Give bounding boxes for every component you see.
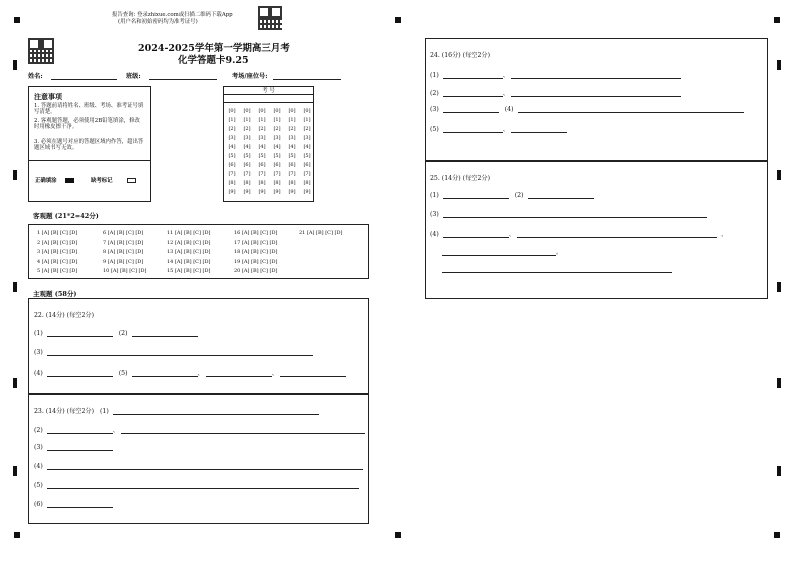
timing-mark	[13, 170, 17, 180]
objective-question-item[interactable]: 18 [A] [B] [C] [D]	[234, 249, 278, 255]
name-field[interactable]	[28, 71, 117, 80]
corner-mark-top-left	[14, 17, 20, 23]
room-seat-field[interactable]	[232, 71, 341, 80]
objective-section-title: 客观题 (21*2=42分)	[33, 212, 99, 220]
q24-line-1[interactable]: (1) 、	[430, 70, 681, 79]
q24-line-4[interactable]: (5) 、	[430, 124, 567, 133]
exam-digit-bubble[interactable]: [0]	[303, 108, 311, 114]
exam-digit-bubble[interactable]: [8]	[273, 180, 281, 186]
exam-digit-bubble[interactable]: [7]	[273, 171, 281, 177]
timing-mark	[13, 466, 17, 476]
q25-header: 25. (14分) (每空2分)	[430, 175, 490, 182]
q25-line-4[interactable]: 。	[442, 247, 562, 256]
objective-question-item[interactable]: 19 [A] [B] [C] [D]	[234, 258, 278, 265]
correct-fill-label: 正确填涂	[35, 178, 57, 184]
exam-digit-bubble[interactable]: [9]	[273, 189, 281, 195]
exam-digit-bubble[interactable]: [7]	[258, 171, 266, 177]
objective-question-item[interactable]: 15 [A] [B] [C] [D]	[167, 268, 211, 274]
q22-line-3[interactable]: (4) (5) 、 、	[34, 368, 346, 377]
exam-digit-bubble[interactable]: [7]	[288, 171, 296, 177]
timing-mark	[777, 60, 781, 70]
objective-question-item[interactable]: 12 [A] [B] [C] [D]	[167, 239, 211, 246]
objective-question-item[interactable]: 17 [A] [B] [C] [D]	[234, 239, 278, 246]
timing-mark	[777, 466, 781, 476]
q24-header: 24. (16分) (每空2分)	[430, 52, 490, 59]
exam-number-column	[270, 107, 284, 197]
exam-digit-bubble[interactable]: [6]	[243, 162, 251, 168]
notes-item-2: 2. 客观题答题，必须使用2B铅笔填涂，修改时用橡皮擦干净。	[34, 118, 140, 131]
exam-digit-bubble[interactable]: [6]	[228, 162, 236, 168]
exam-digit-bubble[interactable]: [5]	[243, 153, 251, 159]
exam-digit-bubble[interactable]: [1]	[243, 117, 251, 123]
exam-digit-bubble[interactable]: [0]	[273, 108, 281, 114]
timing-mark	[13, 60, 17, 70]
timing-mark	[777, 378, 781, 388]
exam-digit-bubble[interactable]: [0]	[288, 108, 296, 114]
q23-box	[28, 394, 369, 524]
report-notice-line1: 报告查询: 登录zhixue.com或扫描二维码下载App	[112, 12, 233, 18]
objective-question-item[interactable]: 4 [A] [B] [C] [D]	[37, 258, 78, 265]
exam-digit-bubble[interactable]: [6]	[288, 162, 296, 168]
q25-line-3[interactable]: (4) 、 、	[430, 231, 728, 238]
exam-digit-bubble[interactable]: [7]	[243, 171, 251, 177]
top-qr-code	[258, 6, 282, 30]
exam-digit-bubble[interactable]: [9]	[243, 189, 251, 195]
q24-box	[425, 38, 768, 161]
objective-question-item[interactable]: 16 [A] [B] [C] [D]	[234, 230, 278, 236]
class-label: 班级:	[126, 73, 141, 80]
timing-mark	[13, 378, 17, 388]
exam-digit-bubble[interactable]: [6]	[258, 162, 266, 168]
corner-mark-top-mid	[395, 17, 401, 23]
exam-digit-bubble[interactable]: [3]	[273, 135, 281, 141]
exam-digit-bubble[interactable]: [3]	[258, 135, 266, 141]
notes-item-1: 1. 答题前请将姓名、班级、考场、准考证号填写清楚。	[34, 103, 144, 116]
objective-question-item[interactable]: 21 [A] [B] [C] [D]	[299, 230, 343, 236]
exam-digit-bubble[interactable]: [9]	[288, 189, 296, 195]
exam-title: 2024-2025学年第一学期高三月考	[138, 43, 290, 54]
exam-digit-bubble[interactable]: [1]	[288, 117, 296, 123]
corner-mark-bottom-left	[14, 532, 20, 538]
exam-digit-bubble[interactable]: [4]	[258, 144, 266, 150]
q25-line-2[interactable]: (3)	[430, 211, 707, 218]
exam-digit-bubble[interactable]: [0]	[258, 108, 266, 114]
objective-question-item[interactable]: 8 [A] [B] [C] [D]	[103, 249, 144, 255]
q24-line-3[interactable]: (3) (4)	[430, 106, 744, 113]
exam-digit-bubble[interactable]: [0]	[243, 108, 251, 114]
objective-question-item[interactable]: 9 [A] [B] [C] [D]	[103, 258, 144, 265]
exam-number-grid	[223, 86, 314, 202]
exam-digit-bubble[interactable]: [4]	[228, 144, 236, 150]
exam-digit-bubble[interactable]: [1]	[258, 117, 266, 123]
missing-mark-box[interactable]	[127, 178, 136, 183]
q23-line-1[interactable]: 23. (14分) (每空2分) (1)	[34, 406, 319, 415]
objective-question-item[interactable]: 1 [A] [B] [C] [D]	[37, 230, 78, 236]
exam-digit-bubble[interactable]: [6]	[273, 162, 281, 168]
exam-digit-bubble[interactable]: [0]	[228, 108, 236, 114]
q23-line-3[interactable]: (3)	[34, 444, 113, 451]
objective-question-item[interactable]: 14 [A] [B] [C] [D]	[167, 258, 211, 265]
class-field[interactable]	[126, 71, 217, 80]
exam-digit-bubble[interactable]: [3]	[303, 135, 311, 141]
exam-digit-bubble[interactable]: [1]	[228, 117, 236, 123]
exam-digit-bubble[interactable]: [3]	[228, 135, 236, 141]
exam-digit-bubble[interactable]: [8]	[288, 180, 296, 186]
corner-mark-bottom-mid	[395, 532, 401, 538]
exam-digit-bubble[interactable]: [9]	[258, 189, 266, 195]
exam-digit-bubble[interactable]: [8]	[243, 180, 251, 186]
exam-digit-bubble[interactable]: [8]	[258, 180, 266, 186]
exam-digit-bubble[interactable]: [4]	[303, 144, 311, 150]
notes-title: 注意事项	[34, 92, 62, 101]
exam-digit-bubble[interactable]: [5]	[303, 153, 311, 159]
q23-line-5[interactable]: (5)	[34, 482, 359, 489]
exam-digit-bubble[interactable]: [1]	[303, 117, 311, 123]
q23-line-4[interactable]: (4)	[34, 463, 363, 470]
exam-digit-bubble[interactable]: [9]	[303, 189, 311, 195]
exam-number-column	[225, 107, 239, 197]
exam-digit-bubble[interactable]: [4]	[243, 144, 251, 150]
exam-digit-bubble[interactable]: [9]	[228, 189, 236, 195]
objective-question-item[interactable]: 5 [A] [B] [C] [D]	[37, 268, 78, 274]
objective-question-item[interactable]: 2 [A] [B] [C] [D]	[37, 239, 78, 246]
timing-mark	[13, 282, 17, 292]
q23-line-2[interactable]: (2) 、	[34, 425, 365, 434]
q23-line-6[interactable]: (6)	[34, 501, 113, 508]
exam-digit-bubble[interactable]: [3]	[243, 135, 251, 141]
objective-question-item[interactable]: 3 [A] [B] [C] [D]	[37, 249, 78, 255]
objective-question-item[interactable]: 7 [A] [B] [C] [D]	[103, 239, 144, 246]
correct-fill-sample	[65, 178, 74, 183]
corner-mark-bottom-right	[774, 532, 780, 538]
exam-digit-bubble[interactable]: [7]	[303, 171, 311, 177]
objective-question-item[interactable]: 11 [A] [B] [C] [D]	[167, 230, 211, 236]
exam-digit-bubble[interactable]: [2]	[303, 126, 311, 132]
exam-digit-bubble[interactable]: [4]	[273, 144, 281, 150]
exam-digit-bubble[interactable]: [2]	[258, 126, 266, 132]
exam-digit-bubble[interactable]: [5]	[228, 153, 236, 159]
notes-item-3: 3. 必须在题号对应的答题区域内作答，超出答题区域书写无效。	[34, 139, 144, 152]
q22-line-2[interactable]: (3)	[34, 349, 313, 356]
q22-box	[28, 298, 369, 394]
exam-number-title: 考 号	[224, 87, 313, 95]
report-notice-line2: (用户名和初始密码均为准考证号)	[118, 19, 198, 25]
room-seat-label: 考场/座位号:	[232, 73, 268, 80]
objective-question-item[interactable]: 6 [A] [B] [C] [D]	[103, 230, 144, 236]
q25-line-1[interactable]: (1) (2)	[430, 192, 594, 199]
q24-line-2[interactable]: (2) 、	[430, 88, 681, 97]
q22-line-1[interactable]: (1) (2)	[34, 330, 198, 337]
missing-mark-label: 缺考标记	[91, 178, 113, 184]
exam-digit-bubble[interactable]: [5]	[258, 153, 266, 159]
objective-question-item[interactable]: 13 [A] [B] [C] [D]	[167, 249, 211, 255]
exam-digit-bubble[interactable]: [8]	[303, 180, 311, 186]
objective-answer-box	[28, 224, 369, 279]
objective-question-item[interactable]: 20 [A] [B] [C] [D]	[234, 268, 278, 274]
timing-mark	[777, 170, 781, 180]
exam-digit-bubble[interactable]: [3]	[288, 135, 296, 141]
exam-digit-bubble[interactable]: [2]	[288, 126, 296, 132]
exam-digit-bubble[interactable]: [5]	[288, 153, 296, 159]
left-qr-code	[28, 38, 54, 64]
exam-digit-bubble[interactable]: [7]	[228, 171, 236, 177]
answer-card-title: 化学答题卡9.25	[178, 55, 249, 66]
objective-question-item[interactable]: 10 [A] [B] [C] [D]	[103, 268, 147, 274]
timing-mark	[777, 282, 781, 292]
q22-header: 22. (14分) (每空2分)	[34, 312, 94, 319]
name-label: 姓名:	[28, 73, 43, 80]
q25-line-5[interactable]	[442, 266, 672, 273]
subjective-section-title: 主观题 (58分)	[33, 290, 77, 298]
exam-digit-bubble[interactable]: [2]	[273, 126, 281, 132]
notes-box	[28, 86, 151, 202]
exam-digit-bubble[interactable]: [6]	[303, 162, 311, 168]
exam-digit-bubble[interactable]: [2]	[228, 126, 236, 132]
exam-digit-bubble[interactable]: [5]	[273, 153, 281, 159]
exam-number-column	[255, 107, 269, 197]
exam-digit-bubble[interactable]: [2]	[243, 126, 251, 132]
exam-digit-bubble[interactable]: [1]	[273, 117, 281, 123]
exam-digit-bubble[interactable]: [8]	[228, 180, 236, 186]
exam-digit-bubble[interactable]: [4]	[288, 144, 296, 150]
corner-mark-top-right	[774, 17, 780, 23]
exam-number-column	[240, 107, 254, 197]
q25-box	[425, 161, 768, 299]
exam-number-column	[285, 107, 299, 197]
exam-number-column	[300, 107, 314, 197]
